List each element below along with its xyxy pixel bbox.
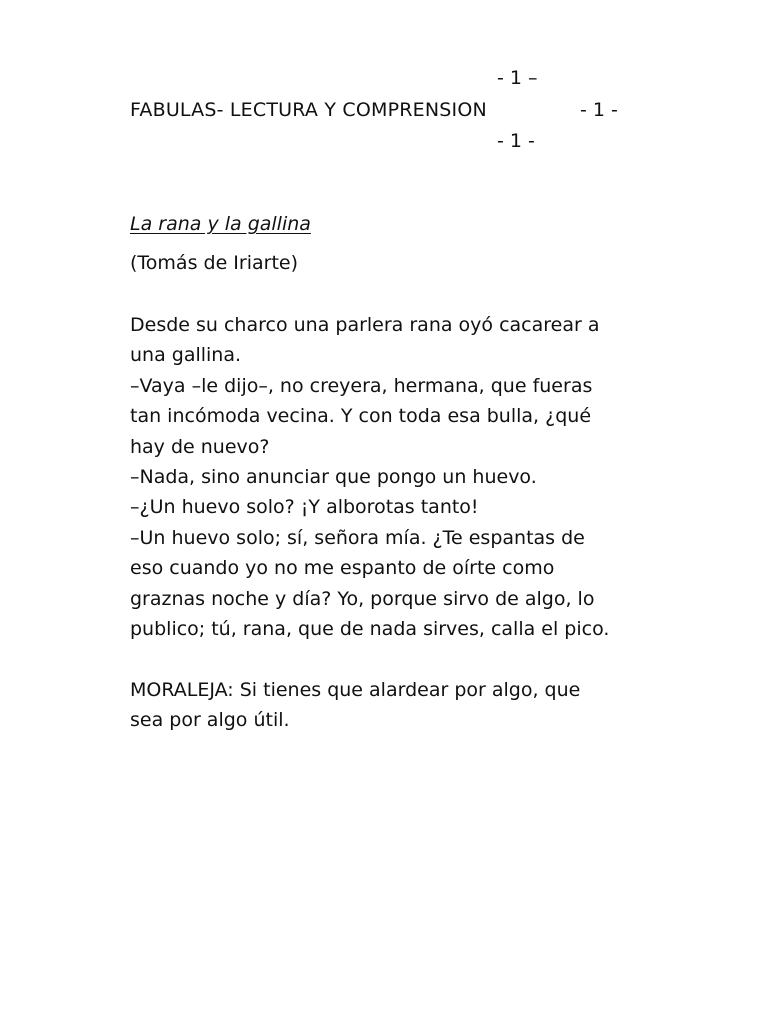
body-line: Desde su charco una parlera rana oyó cacarear a	[130, 314, 600, 336]
body-line: eso cuando yo no me espanto de oírte como	[130, 557, 555, 580]
page-number-top: - 1 –	[497, 67, 538, 89]
page-number-right: - 1 -	[580, 99, 618, 121]
body-line: una gallina.	[130, 344, 242, 367]
body-line: graznas noche y día? Yo, porque sirvo de algo, lo	[130, 587, 595, 610]
fable-body	[130, 310, 640, 644]
body-line: –Nada, sino anunciar que pongo un huevo.	[130, 465, 537, 488]
fable-moral	[130, 675, 640, 736]
body-line: –Un huevo solo; sí, señora mía. ¿Te espantas de	[130, 526, 585, 549]
page-number-bottom: - 1 -	[497, 130, 535, 152]
document-header-title: FABULAS- LECTURA Y COMPRENSION	[130, 99, 487, 121]
fable-author: (Tomás de Iriarte)	[130, 252, 298, 274]
body-line: –Vaya –le dijo–, no creyera, hermana, que fueras	[130, 374, 593, 397]
body-line: hay de nuevo?	[130, 435, 270, 458]
fable-title: La rana y la gallina	[130, 213, 311, 235]
moral-line: MORALEJA: Si tienes que alardear por algo, que	[130, 679, 581, 701]
body-line: publico; tú, rana, que de nada sirves, calla el pico.	[130, 617, 610, 640]
body-line: tan incómoda vecina. Y con toda esa bulla, ¿qué	[130, 405, 592, 428]
body-line: –¿Un huevo solo? ¡Y alborotas tanto!	[130, 496, 479, 519]
moral-line: sea por algo útil.	[130, 709, 290, 732]
